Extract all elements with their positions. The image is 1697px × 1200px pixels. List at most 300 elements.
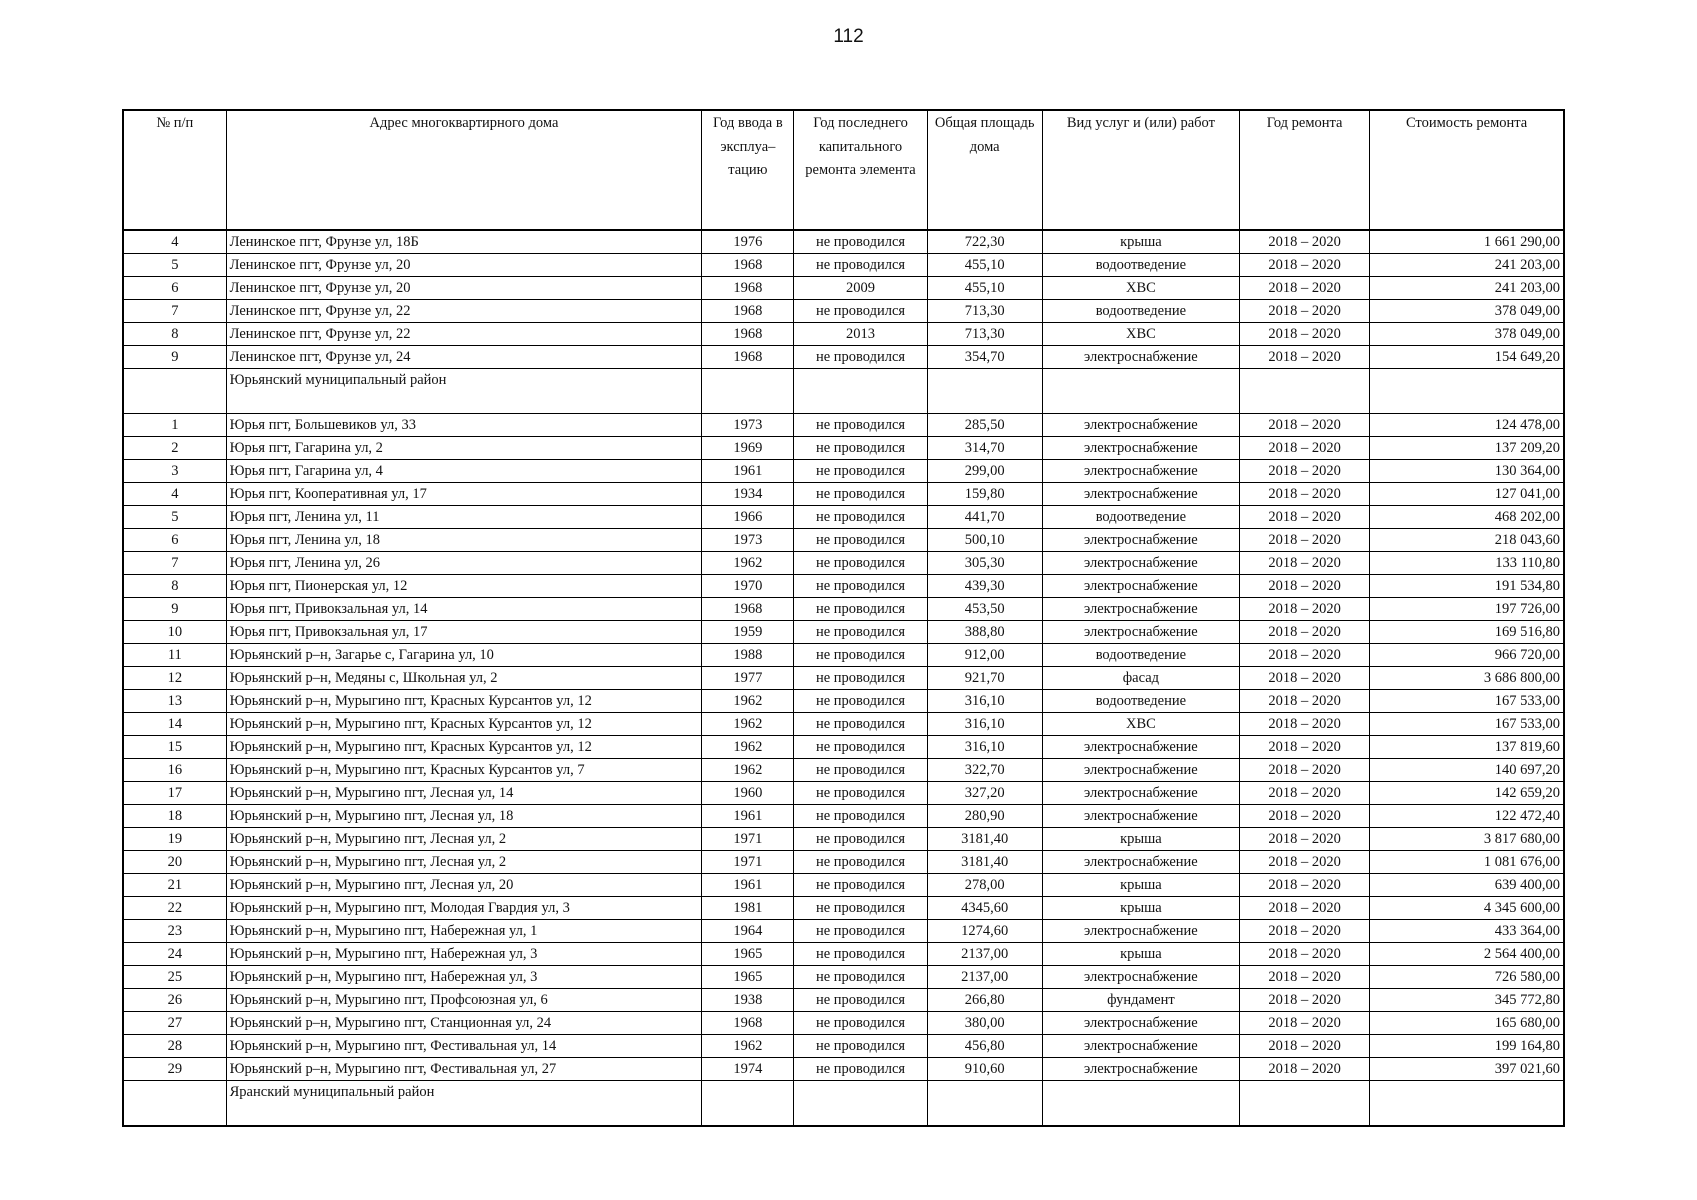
cell-address: Юрья пгт, Пионерская ул, 12 (226, 575, 702, 598)
cell-cost: 169 516,80 (1370, 621, 1564, 644)
cell-year-built: 1988 (702, 644, 794, 667)
cell-area: 441,70 (927, 506, 1042, 529)
cell-cost: 199 164,80 (1370, 1035, 1564, 1058)
cell-address: Юрьянский р–н, Мурыгино пгт, Профсоюзная ул, 6 (226, 989, 702, 1012)
cell-year-built: 1968 (702, 598, 794, 621)
cell-year-built: 1962 (702, 552, 794, 575)
cell-repair-year: 2018 – 2020 (1240, 437, 1370, 460)
cell-repair-year: 2018 – 2020 (1240, 254, 1370, 277)
cell-repair-year: 2018 – 2020 (1240, 851, 1370, 874)
cell-repair-year: 2018 – 2020 (1240, 277, 1370, 300)
cell-cost: 218 043,60 (1370, 529, 1564, 552)
table-row (123, 437, 1564, 460)
cell-repair-year: 2018 – 2020 (1240, 621, 1370, 644)
cell-area: 159,80 (927, 483, 1042, 506)
cell-area: 921,70 (927, 667, 1042, 690)
cell-address: Юрья пгт, Гагарина ул, 2 (226, 437, 702, 460)
cell-service: ХВС (1042, 277, 1239, 300)
table-row (123, 323, 1564, 346)
cell-service: электроснабжение (1042, 575, 1239, 598)
cell-area: 713,30 (927, 300, 1042, 323)
table-row (123, 1035, 1564, 1058)
district-row (123, 1081, 1564, 1127)
cell-year-built: 1973 (702, 414, 794, 437)
cell-year-built: 1961 (702, 874, 794, 897)
table-row (123, 690, 1564, 713)
cell-year-built: 1962 (702, 1035, 794, 1058)
cell-repair-year: 2018 – 2020 (1240, 483, 1370, 506)
cell-cost: 726 580,00 (1370, 966, 1564, 989)
empty-cell (927, 1081, 1042, 1127)
header-repair-year: Год ремонта (1240, 110, 1370, 230)
cell-repair-year: 2018 – 2020 (1240, 506, 1370, 529)
cell-service: водоотведение (1042, 690, 1239, 713)
cell-year-built: 1968 (702, 277, 794, 300)
cell-num: 10 (123, 621, 226, 644)
cell-num: 20 (123, 851, 226, 874)
cell-address: Юрьянский р–н, Мурыгино пгт, Фестивальная ул, 27 (226, 1058, 702, 1081)
cell-cost: 197 726,00 (1370, 598, 1564, 621)
cell-year-built: 1968 (702, 1012, 794, 1035)
cell-last-repair: не проводился (794, 805, 927, 828)
empty-cell (1370, 369, 1564, 414)
cell-area: 316,10 (927, 690, 1042, 713)
cell-cost: 241 203,00 (1370, 277, 1564, 300)
cell-num: 28 (123, 1035, 226, 1058)
cell-cost: 3 817 680,00 (1370, 828, 1564, 851)
cell-address: Юрьянский р–н, Медяны с, Школьная ул, 2 (226, 667, 702, 690)
cell-num: 13 (123, 690, 226, 713)
cell-last-repair: не проводился (794, 437, 927, 460)
cell-service: водоотведение (1042, 300, 1239, 323)
cell-area: 1274,60 (927, 920, 1042, 943)
cell-service: электроснабжение (1042, 621, 1239, 644)
cell-year-built: 1959 (702, 621, 794, 644)
cell-repair-year: 2018 – 2020 (1240, 1058, 1370, 1081)
table-row (123, 644, 1564, 667)
cell-repair-year: 2018 – 2020 (1240, 943, 1370, 966)
cell-cost: 378 049,00 (1370, 323, 1564, 346)
table-body (123, 230, 1564, 1126)
cell-num: 9 (123, 598, 226, 621)
cell-area: 713,30 (927, 323, 1042, 346)
table-row (123, 575, 1564, 598)
table-row (123, 989, 1564, 1012)
page-number: 112 (833, 26, 864, 47)
empty-cell (1042, 1081, 1239, 1127)
cell-area: 380,00 (927, 1012, 1042, 1035)
cell-year-built: 1934 (702, 483, 794, 506)
empty-cell (1240, 1081, 1370, 1127)
cell-num: 15 (123, 736, 226, 759)
cell-address: Ленинское пгт, Фрунзе ул, 20 (226, 277, 702, 300)
cell-last-repair: не проводился (794, 483, 927, 506)
cell-service: крыша (1042, 943, 1239, 966)
cell-cost: 130 364,00 (1370, 460, 1564, 483)
cell-repair-year: 2018 – 2020 (1240, 300, 1370, 323)
cell-address: Юрьянский р–н, Мурыгино пгт, Красных Курсантов ул, 12 (226, 713, 702, 736)
cell-address: Юрьянский р–н, Мурыгино пгт, Красных Курсантов ул, 7 (226, 759, 702, 782)
cell-last-repair: не проводился (794, 300, 927, 323)
cell-service: ХВС (1042, 713, 1239, 736)
cell-num: 1 (123, 414, 226, 437)
cell-address: Ленинское пгт, Фрунзе ул, 18Б (226, 230, 702, 254)
table-row (123, 483, 1564, 506)
cell-service: электроснабжение (1042, 920, 1239, 943)
cell-last-repair: не проводился (794, 920, 927, 943)
cell-last-repair: не проводился (794, 1058, 927, 1081)
cell-address: Юрья пгт, Привокзальная ул, 17 (226, 621, 702, 644)
cell-address: Ленинское пгт, Фрунзе ул, 22 (226, 300, 702, 323)
cell-address: Юрья пгт, Ленина ул, 11 (226, 506, 702, 529)
cell-address: Ленинское пгт, Фрунзе ул, 24 (226, 346, 702, 369)
cell-last-repair: не проводился (794, 966, 927, 989)
cell-num: 18 (123, 805, 226, 828)
cell-address: Юрья пгт, Ленина ул, 26 (226, 552, 702, 575)
header-service: Вид услуг и (или) работ (1042, 110, 1239, 230)
cell-year-built: 1974 (702, 1058, 794, 1081)
cell-area: 453,50 (927, 598, 1042, 621)
cell-last-repair: не проводился (794, 667, 927, 690)
cell-repair-year: 2018 – 2020 (1240, 966, 1370, 989)
table-row (123, 805, 1564, 828)
cell-area: 305,30 (927, 552, 1042, 575)
empty-cell (1240, 369, 1370, 414)
cell-year-built: 1971 (702, 851, 794, 874)
cell-area: 500,10 (927, 529, 1042, 552)
cell-last-repair: не проводился (794, 552, 927, 575)
cell-address: Ленинское пгт, Фрунзе ул, 22 (226, 323, 702, 346)
cell-service: фасад (1042, 667, 1239, 690)
cell-service: электроснабжение (1042, 1035, 1239, 1058)
empty-cell (794, 1081, 927, 1127)
cell-last-repair: не проводился (794, 828, 927, 851)
cell-last-repair: не проводился (794, 506, 927, 529)
cell-repair-year: 2018 – 2020 (1240, 1035, 1370, 1058)
header-num: № п/п (123, 110, 226, 230)
cell-cost: 137 819,60 (1370, 736, 1564, 759)
cell-address: Юрьянский р–н, Мурыгино пгт, Набережная ул, 3 (226, 943, 702, 966)
empty-cell (702, 1081, 794, 1127)
cell-year-built: 1969 (702, 437, 794, 460)
cell-area: 4345,60 (927, 897, 1042, 920)
cell-last-repair: не проводился (794, 1012, 927, 1035)
cell-last-repair: не проводился (794, 254, 927, 277)
table-row (123, 1058, 1564, 1081)
cell-num: 5 (123, 254, 226, 277)
cell-cost: 154 649,20 (1370, 346, 1564, 369)
cell-address: Юрьянский р–н, Мурыгино пгт, Красных Курсантов ул, 12 (226, 690, 702, 713)
cell-year-built: 1965 (702, 966, 794, 989)
cell-service: электроснабжение (1042, 759, 1239, 782)
cell-num: 7 (123, 300, 226, 323)
cell-repair-year: 2018 – 2020 (1240, 782, 1370, 805)
cell-year-built: 1981 (702, 897, 794, 920)
cell-cost: 127 041,00 (1370, 483, 1564, 506)
table-row (123, 300, 1564, 323)
empty-cell (1042, 369, 1239, 414)
cell-repair-year: 2018 – 2020 (1240, 529, 1370, 552)
cell-service: электроснабжение (1042, 851, 1239, 874)
cell-address: Юрьянский р–н, Мурыгино пгт, Фестивальная ул, 14 (226, 1035, 702, 1058)
cell-cost: 137 209,20 (1370, 437, 1564, 460)
cell-area: 314,70 (927, 437, 1042, 460)
cell-num: 8 (123, 575, 226, 598)
cell-area: 3181,40 (927, 851, 1042, 874)
cell-num: 6 (123, 529, 226, 552)
cell-area: 439,30 (927, 575, 1042, 598)
cell-service: электроснабжение (1042, 966, 1239, 989)
table-row (123, 598, 1564, 621)
cell-year-built: 1960 (702, 782, 794, 805)
table-row (123, 897, 1564, 920)
cell-last-repair: 2009 (794, 277, 927, 300)
cell-num: 21 (123, 874, 226, 897)
table-row (123, 667, 1564, 690)
table-row (123, 621, 1564, 644)
cell-last-repair: не проводился (794, 644, 927, 667)
cell-repair-year: 2018 – 2020 (1240, 828, 1370, 851)
cell-repair-year: 2018 – 2020 (1240, 1012, 1370, 1035)
cell-address: Ленинское пгт, Фрунзе ул, 20 (226, 254, 702, 277)
cell-num: 17 (123, 782, 226, 805)
cell-year-built: 1966 (702, 506, 794, 529)
cell-area: 299,00 (927, 460, 1042, 483)
cell-cost: 966 720,00 (1370, 644, 1564, 667)
cell-area: 322,70 (927, 759, 1042, 782)
cell-service: электроснабжение (1042, 805, 1239, 828)
cell-last-repair: не проводился (794, 713, 927, 736)
cell-address: Юрьянский р–н, Мурыгино пгт, Лесная ул, 2 (226, 828, 702, 851)
cell-num: 6 (123, 277, 226, 300)
cell-cost: 1 081 676,00 (1370, 851, 1564, 874)
table-row (123, 414, 1564, 437)
cell-address: Юрьянский р–н, Мурыгино пгт, Лесная ул, 14 (226, 782, 702, 805)
cell-year-built: 1965 (702, 943, 794, 966)
cell-area: 354,70 (927, 346, 1042, 369)
table-row (123, 759, 1564, 782)
cell-year-built: 1968 (702, 323, 794, 346)
cell-num: 23 (123, 920, 226, 943)
cell-repair-year: 2018 – 2020 (1240, 920, 1370, 943)
cell-service: ХВС (1042, 323, 1239, 346)
cell-repair-year: 2018 – 2020 (1240, 323, 1370, 346)
cell-num: 29 (123, 1058, 226, 1081)
cell-service: крыша (1042, 897, 1239, 920)
cell-year-built: 1964 (702, 920, 794, 943)
cell-repair-year: 2018 – 2020 (1240, 598, 1370, 621)
cell-service: электроснабжение (1042, 598, 1239, 621)
cell-last-repair: не проводился (794, 529, 927, 552)
repair-table (122, 109, 1565, 1127)
cell-num: 14 (123, 713, 226, 736)
cell-address: Юрьянский р–н, Мурыгино пгт, Красных Курсантов ул, 12 (226, 736, 702, 759)
header-year-built: Год ввода в эксплуа– тацию (702, 110, 794, 230)
table-row (123, 736, 1564, 759)
cell-service: электроснабжение (1042, 552, 1239, 575)
cell-last-repair: не проводился (794, 575, 927, 598)
cell-cost: 2 564 400,00 (1370, 943, 1564, 966)
cell-last-repair: не проводился (794, 874, 927, 897)
cell-last-repair: не проводился (794, 460, 927, 483)
cell-year-built: 1962 (702, 690, 794, 713)
cell-cost: 124 478,00 (1370, 414, 1564, 437)
cell-last-repair: не проводился (794, 1035, 927, 1058)
cell-service: крыша (1042, 828, 1239, 851)
cell-service: электроснабжение (1042, 346, 1239, 369)
cell-repair-year: 2018 – 2020 (1240, 805, 1370, 828)
cell-address: Юрьянский р–н, Загарье с, Гагарина ул, 10 (226, 644, 702, 667)
cell-year-built: 1938 (702, 989, 794, 1012)
cell-last-repair: не проводился (794, 851, 927, 874)
cell-last-repair: не проводился (794, 989, 927, 1012)
cell-address: Юрья пгт, Большевиков ул, 33 (226, 414, 702, 437)
cell-cost: 241 203,00 (1370, 254, 1564, 277)
cell-area: 280,90 (927, 805, 1042, 828)
cell-last-repair: не проводился (794, 414, 927, 437)
cell-area: 266,80 (927, 989, 1042, 1012)
empty-cell (123, 369, 226, 414)
cell-area: 912,00 (927, 644, 1042, 667)
cell-repair-year: 2018 – 2020 (1240, 414, 1370, 437)
cell-address: Юрьянский р–н, Мурыгино пгт, Лесная ул, 18 (226, 805, 702, 828)
cell-repair-year: 2018 – 2020 (1240, 552, 1370, 575)
cell-year-built: 1976 (702, 230, 794, 254)
cell-service: водоотведение (1042, 506, 1239, 529)
cell-address: Юрья пгт, Ленина ул, 18 (226, 529, 702, 552)
cell-year-built: 1973 (702, 529, 794, 552)
table-row (123, 713, 1564, 736)
cell-service: крыша (1042, 230, 1239, 254)
cell-area: 722,30 (927, 230, 1042, 254)
cell-repair-year: 2018 – 2020 (1240, 346, 1370, 369)
cell-year-built: 1962 (702, 736, 794, 759)
table-row (123, 529, 1564, 552)
cell-cost: 378 049,00 (1370, 300, 1564, 323)
cell-address: Юрья пгт, Кооперативная ул, 17 (226, 483, 702, 506)
cell-cost: 133 110,80 (1370, 552, 1564, 575)
cell-last-repair: не проводился (794, 346, 927, 369)
cell-service: фундамент (1042, 989, 1239, 1012)
empty-cell (123, 1081, 226, 1127)
table-row (123, 277, 1564, 300)
cell-repair-year: 2018 – 2020 (1240, 460, 1370, 483)
cell-num: 2 (123, 437, 226, 460)
cell-cost: 345 772,80 (1370, 989, 1564, 1012)
cell-cost: 167 533,00 (1370, 713, 1564, 736)
table-header (123, 110, 1564, 230)
empty-cell (1370, 1081, 1564, 1127)
table-row (123, 874, 1564, 897)
cell-area: 316,10 (927, 736, 1042, 759)
cell-last-repair: не проводился (794, 943, 927, 966)
cell-cost: 142 659,20 (1370, 782, 1564, 805)
cell-repair-year: 2018 – 2020 (1240, 230, 1370, 254)
cell-num: 3 (123, 460, 226, 483)
cell-repair-year: 2018 – 2020 (1240, 736, 1370, 759)
cell-address: Юрьянский р–н, Мурыгино пгт, Станционная ул, 24 (226, 1012, 702, 1035)
cell-area: 3181,40 (927, 828, 1042, 851)
cell-service: электроснабжение (1042, 460, 1239, 483)
cell-repair-year: 2018 – 2020 (1240, 713, 1370, 736)
header-cost: Стоимость ремонта (1370, 110, 1564, 230)
header-address: Адрес многоквартирного дома (226, 110, 702, 230)
empty-cell (927, 369, 1042, 414)
cell-service: электроснабжение (1042, 782, 1239, 805)
cell-last-repair: 2013 (794, 323, 927, 346)
cell-area: 456,80 (927, 1035, 1042, 1058)
cell-cost: 1 661 290,00 (1370, 230, 1564, 254)
cell-service: электроснабжение (1042, 529, 1239, 552)
table-row (123, 782, 1564, 805)
table-row (123, 1012, 1564, 1035)
cell-area: 388,80 (927, 621, 1042, 644)
cell-area: 2137,00 (927, 966, 1042, 989)
cell-service: электроснабжение (1042, 1058, 1239, 1081)
cell-service: электроснабжение (1042, 414, 1239, 437)
table-row (123, 920, 1564, 943)
cell-last-repair: не проводился (794, 736, 927, 759)
cell-area: 2137,00 (927, 943, 1042, 966)
cell-year-built: 1977 (702, 667, 794, 690)
cell-repair-year: 2018 – 2020 (1240, 989, 1370, 1012)
cell-num: 22 (123, 897, 226, 920)
table-row (123, 460, 1564, 483)
cell-service: электроснабжение (1042, 437, 1239, 460)
cell-num: 19 (123, 828, 226, 851)
cell-address: Юрья пгт, Привокзальная ул, 14 (226, 598, 702, 621)
cell-address: Юрьянский р–н, Мурыгино пгт, Набережная ул, 3 (226, 966, 702, 989)
cell-year-built: 1968 (702, 346, 794, 369)
cell-area: 455,10 (927, 277, 1042, 300)
cell-cost: 167 533,00 (1370, 690, 1564, 713)
cell-year-built: 1968 (702, 254, 794, 277)
cell-num: 8 (123, 323, 226, 346)
cell-cost: 140 697,20 (1370, 759, 1564, 782)
cell-cost: 122 472,40 (1370, 805, 1564, 828)
cell-service: крыша (1042, 874, 1239, 897)
cell-service: водоотведение (1042, 254, 1239, 277)
cell-cost: 191 534,80 (1370, 575, 1564, 598)
cell-service: электроснабжение (1042, 483, 1239, 506)
cell-area: 285,50 (927, 414, 1042, 437)
cell-num: 12 (123, 667, 226, 690)
cell-address: Юрьянский р–н, Мурыгино пгт, Лесная ул, 2 (226, 851, 702, 874)
cell-last-repair: не проводился (794, 230, 927, 254)
cell-num: 26 (123, 989, 226, 1012)
cell-cost: 433 364,00 (1370, 920, 1564, 943)
cell-num: 25 (123, 966, 226, 989)
cell-cost: 468 202,00 (1370, 506, 1564, 529)
district-row (123, 369, 1564, 414)
cell-repair-year: 2018 – 2020 (1240, 644, 1370, 667)
cell-cost: 165 680,00 (1370, 1012, 1564, 1035)
cell-year-built: 1961 (702, 460, 794, 483)
district-name: Яранский муниципальный район (226, 1081, 702, 1127)
cell-area: 327,20 (927, 782, 1042, 805)
cell-num: 4 (123, 483, 226, 506)
table-row (123, 943, 1564, 966)
cell-num: 5 (123, 506, 226, 529)
cell-last-repair: не проводился (794, 621, 927, 644)
cell-num: 11 (123, 644, 226, 667)
cell-repair-year: 2018 – 2020 (1240, 690, 1370, 713)
table-row (123, 552, 1564, 575)
empty-cell (794, 369, 927, 414)
cell-repair-year: 2018 – 2020 (1240, 759, 1370, 782)
cell-year-built: 1962 (702, 713, 794, 736)
cell-cost: 3 686 800,00 (1370, 667, 1564, 690)
